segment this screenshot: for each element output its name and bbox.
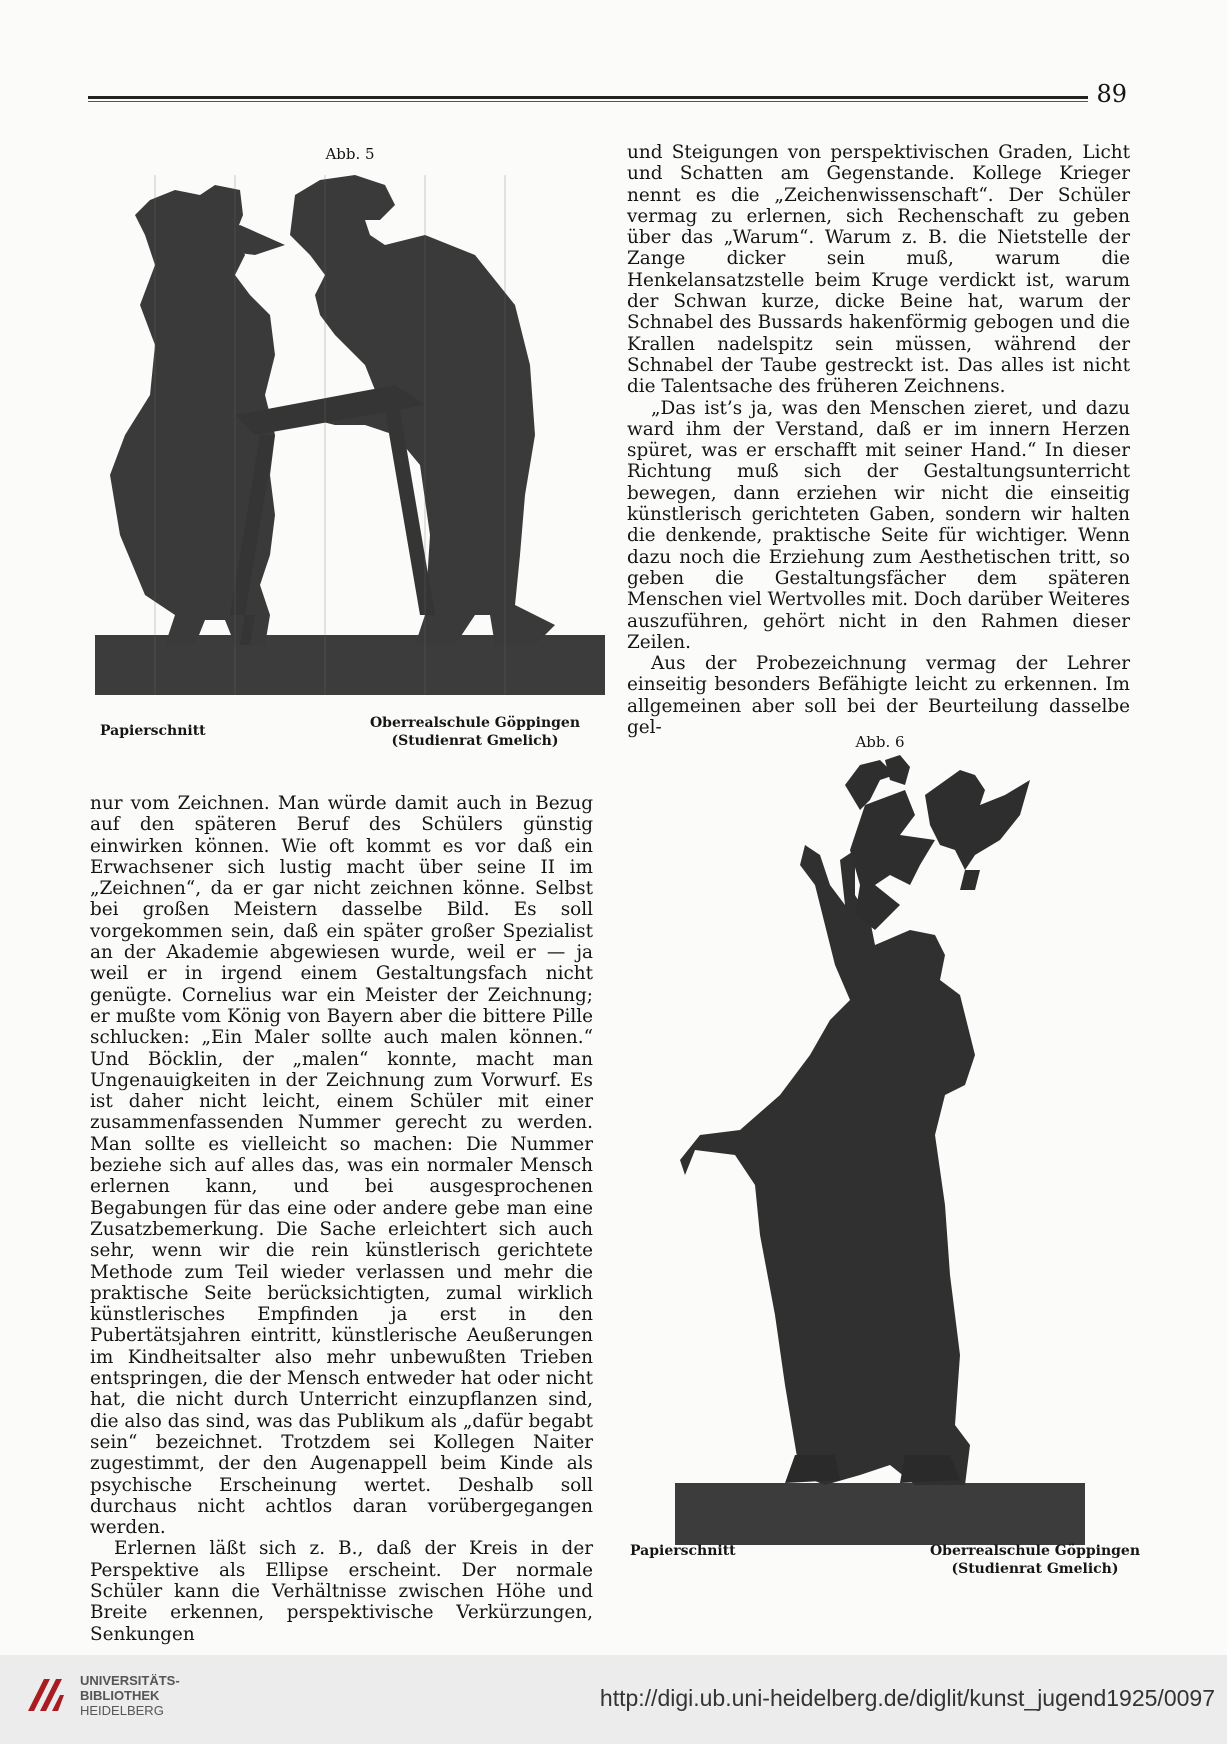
library-name [80, 1673, 180, 1718]
figure-6-caption-right-line1: Oberrealschule Göppingen [929, 1543, 1141, 1559]
figure-6-caption-right-line2: (Studienrat Gmelich) [951, 1561, 1119, 1577]
figure-5-caption-right-line1: Oberrealschule Göppingen [369, 715, 581, 731]
figure-5-label: Abb. 5 [325, 145, 375, 163]
paragraph: Aus der Probezeichnung vermag der Lehrer einseitig besonders Befähigte leicht zu erkennen. Im allgemeinen aber soll bei der Beurteilung dasselbe gel- [627, 653, 1130, 739]
figure-6-label: Abb. 6 [855, 733, 905, 751]
figure-5-caption-left: Papierschnitt [100, 723, 206, 739]
university-library-logo-icon [22, 1671, 70, 1719]
paragraph: Erlernen läßt sich z. B., daß der Kreis in der Perspektive als Ellipse erscheint. Der normale Schüler kann die Verhältnisse zwischen Höhe und Breite erkennen, perspektivische Verkürzungen, Senkungen [90, 1538, 593, 1645]
figure-6-person [680, 845, 975, 1485]
figure-5-silhouette-image [95, 175, 605, 700]
figure-6-head-stack [850, 790, 935, 930]
right-column-text [627, 142, 1130, 738]
figure-6-small-bird [885, 755, 910, 785]
source-url-link[interactable]: http://digi.ub.uni-heidelberg.de/diglit/kunst_jugend1925/0097 [599, 1685, 1215, 1711]
header-rule [88, 96, 1088, 99]
figure-6-ground [675, 1483, 1085, 1545]
library-name-line2: BIBLIOTHEK [80, 1688, 160, 1703]
library-name-line3: HEIDELBERG [80, 1703, 164, 1718]
figure-6-caption-left: Papierschnitt [630, 1543, 736, 1559]
library-name-line1: UNIVERSITÄTS- [80, 1673, 180, 1688]
page-number: 89 [1096, 80, 1127, 108]
figure-6-silhouette-image [675, 755, 1095, 1550]
header-rule-thin [88, 101, 1088, 102]
paragraph: nur vom Zeichnen. Man würde damit auch in Bezug auf den späteren Beruf des Schülers günstig einwirken können. Wie oft kommt es vor daß ein Erwachsener sich lustig macht über seine II im „Zeichnen“, da er gar nicht zeichnen könne. Selbst bei großen Meistern dasselbe Bild. Es soll vorgekommen sein, daß ein später großer Spezialist an der Akademie abgewiesen wurde, weil er — ja weil er in irgend einem Gestaltungsfach nicht genügte. Cornelius war ein Meister der Zeichnung; er mußte vom König von Bayern aber die bittere Pille schlucken: „Ein Maler sollte auch malen können.“ Und Böcklin, der „malen“ konnte, macht man Ungenauigkeiten in der Zeichnung zum Vorwurf. Es ist daher nicht leicht, einem Schüler mit einer zusammenfassenden Nummer gerecht zu werden. Man sollte es vielleicht so machen: Die Nummer beziehe sich auf alles das, was ein normaler Mensch erlernen kann, und bei ausgesprochenen Begabungen für das eine oder andere gebe man eine Zusatzbemerkung. Die Sache erleichtert sich auch sehr, wenn wir die rein künstlerisch gerichtete Methode zum Teil wieder verlassen und mehr die praktische Seite berücksichtigten, zumal wirklich künstlerisches Empfinden ja erst in den Pubertätsjahren eintritt, künstlerische Aeußerungen im Kindheitsalter also mehr unbewußten Trieben entspringen, die der Mensch entweder hat oder nicht hat, die nicht durch Unterricht einzupflanzen sind, die also das sind, was das Publikum als „dafür begabt sein“ bezeichnet. Trotzdem sei Kollegen Naiter zugestimmt, der den Augenappell beim Kinde als psychische Erscheinung wertet. Deshalb soll durchaus nicht achtlos daran vorübergegangen werden. [90, 793, 593, 1539]
paragraph: und Steigungen von perspektivischen Graden, Licht und Schatten am Gegenstande. Kollege Krieger nennt es die „Zeichenwissenschaft“. Der Schüler vermag zu erlernen, sich Rechenschaft zu geben über das „Warum“. Warum z. B. die Nietstelle der Zange dicker sein muß, warum die Henkelansatzstelle beim Kruge verdickt ist, warum der Schwan kurze, dicke Beine hat, warum der Schnabel des Bussards hakenförmig gebogen und die Krallen nadelspitz sein müssen, während der Schnabel der Taube gestreckt ist. Das alles ist nicht die Talentsache des früheren Zeichnens. [627, 142, 1130, 398]
figure-6-rooster [925, 770, 1030, 890]
figure-5-caption-right [360, 714, 590, 750]
figure-5-caption-right-line2: (Studienrat Gmelich) [391, 733, 559, 749]
figure-6-caption-right [925, 1542, 1145, 1578]
left-column-text [90, 793, 593, 1645]
footer-bar [0, 1655, 1227, 1744]
paragraph: „Das ist’s ja, was den Menschen zieret, und dazu ward ihm der Verstand, daß er im innern Herzen spüret, was er erschafft mit seiner Hand.“ In dieser Richtung muß sich der Gestaltungsunterricht bewegen, dann erziehen wir nicht die einseitig künstlerisch gerichteten Gaben, sondern wir halten die denkende, praktische Seite für wichtiger. Wenn dazu noch die Erziehung zum Aesthetischen tritt, so geben die Gestaltungsfächer dem späteren Menschen viel Wertvolles mit. Doch darüber Weiteres auszuführen, gehört nicht in den Rahmen dieser Zeilen. [627, 397, 1130, 653]
